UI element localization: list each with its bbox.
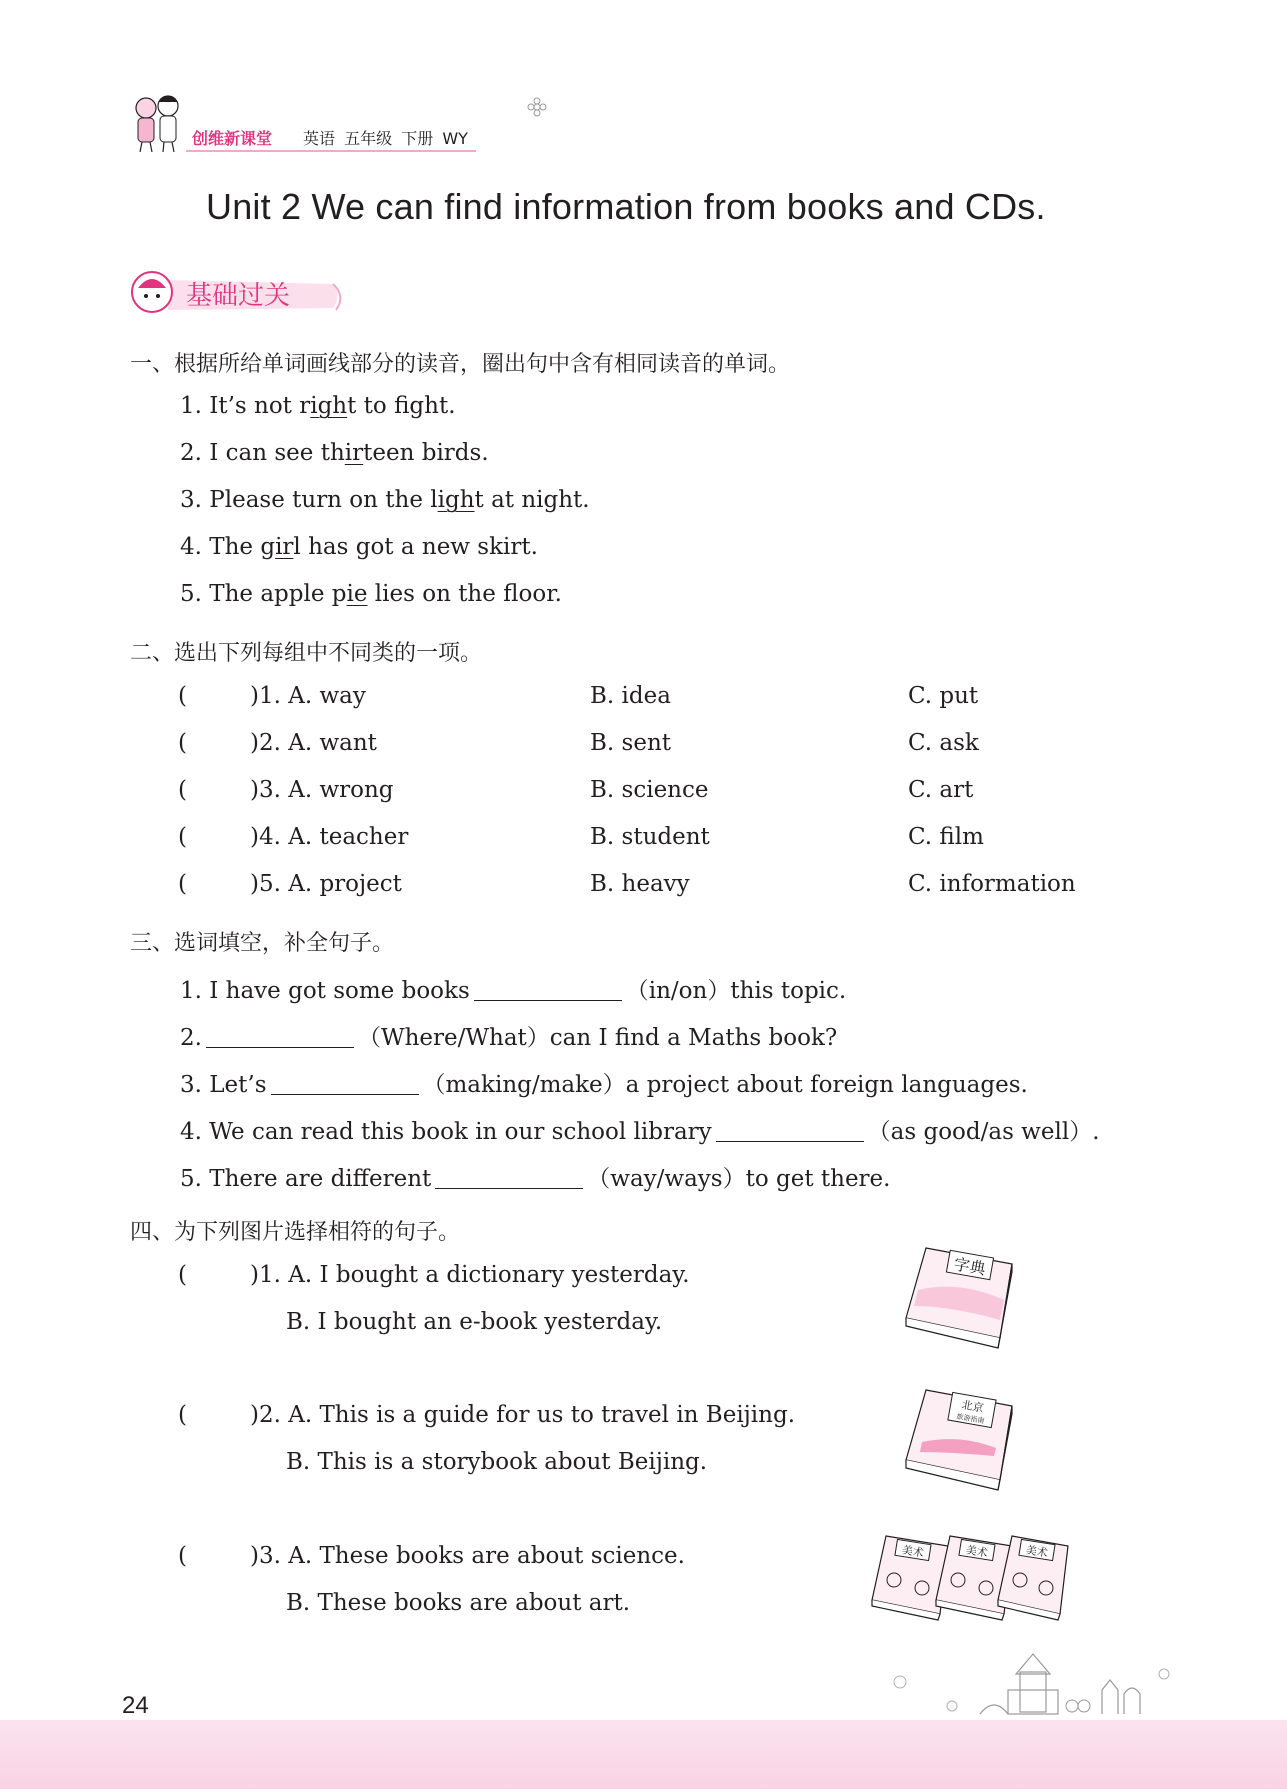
q4-heading: 四、为下列图片选择相符的句子。 xyxy=(130,1220,461,1245)
grade-label: 五年级 xyxy=(344,129,393,148)
footer-band xyxy=(0,1720,1287,1789)
dictionary-book-icon xyxy=(900,1240,1024,1352)
art-books-icon xyxy=(866,1528,1072,1628)
q3-item-2-pre: 2. xyxy=(180,1025,202,1051)
flower-icon xyxy=(526,96,548,118)
option-b: B. student xyxy=(590,824,710,850)
q1-item-2 xyxy=(180,440,489,466)
answer-blank[interactable] xyxy=(435,1166,583,1189)
q1-item-3 xyxy=(180,487,590,513)
section-badge-label: 基础过关 xyxy=(186,281,291,311)
option-a: )4. A. teacher xyxy=(250,824,409,850)
q1-item-3-underline: igh xyxy=(437,487,475,513)
q3-item-4-pre: 4. We can read this book in our school library xyxy=(180,1119,712,1145)
q1-item-4-pre: 4. The g xyxy=(180,534,276,560)
q3-item-3-post: （making/make）a project about foreign languages. xyxy=(422,1072,1028,1098)
q1-item-4-post: l has got a new skirt. xyxy=(293,534,538,560)
q2-row-2 xyxy=(178,730,1178,760)
q1-item-2-pre: 2. I can see th xyxy=(180,440,345,466)
q3-item-2-post: （Where/What）can I find a Maths book? xyxy=(357,1025,838,1051)
answer-paren[interactable]: ( xyxy=(178,730,187,756)
option-b: B. These books are about art. xyxy=(286,1590,631,1616)
option-a: )5. A. project xyxy=(250,871,402,897)
q3-item-5 xyxy=(180,1160,890,1193)
q1-item-5-underline: ie xyxy=(346,581,368,607)
q2-row-5 xyxy=(178,871,1178,901)
art-book-title: 美术 xyxy=(964,1543,989,1560)
option-b: B. science xyxy=(590,777,709,803)
header-rule xyxy=(186,150,476,152)
answer-paren[interactable]: ( xyxy=(178,683,187,709)
q3-item-1 xyxy=(180,972,846,1005)
q1-item-4 xyxy=(180,534,538,560)
book-meta xyxy=(303,126,468,149)
option-b: B. idea xyxy=(590,683,671,709)
option-b: B. I bought an e-book yesterday. xyxy=(286,1309,663,1335)
kids-logo-icon xyxy=(128,88,190,154)
option-a: )2. A. want xyxy=(250,730,377,756)
answer-paren[interactable]: ( xyxy=(178,871,187,897)
q1-item-2-post: teen birds. xyxy=(363,440,489,466)
q1-item-5 xyxy=(180,581,562,607)
q3-heading: 三、选词填空，补全句子。 xyxy=(130,931,395,956)
unit-title: Unit 2 We can find information from books and CDs. xyxy=(206,186,1046,227)
option-b: B. This is a storybook about Beijing. xyxy=(286,1449,708,1475)
page-number: 24 xyxy=(122,1692,149,1719)
guide-title: 北京 xyxy=(960,1398,985,1415)
q2-row-1 xyxy=(178,683,1178,713)
q3-item-1-post: （in/on）this topic. xyxy=(625,978,847,1004)
dictionary-title: 字典 xyxy=(952,1254,988,1279)
edition-label: WY xyxy=(442,129,468,148)
answer-blank[interactable] xyxy=(716,1119,864,1142)
option-c: C. art xyxy=(908,777,974,803)
subject-label: 英语 xyxy=(303,129,336,148)
section-badge xyxy=(128,266,348,318)
q1-item-2-underline: ir xyxy=(344,440,364,466)
option-a: )3. A. These books are about science. xyxy=(250,1543,685,1569)
q1-heading: 一、根据所给单词画线部分的读音，圈出句中含有相同读音的单词。 xyxy=(130,352,791,377)
q1-item-5-pre: 5. The apple p xyxy=(180,581,347,607)
guide-book-icon xyxy=(900,1382,1024,1494)
q3-item-4-post: （as good/as well）. xyxy=(867,1119,1100,1145)
q2-row-3 xyxy=(178,777,1178,807)
option-c: C. put xyxy=(908,683,979,709)
option-b: B. sent xyxy=(590,730,671,756)
q1-item-3-pre: 3. Please turn on the l xyxy=(180,487,438,513)
volume-label: 下册 xyxy=(401,129,434,148)
q1-item-1 xyxy=(180,393,456,419)
art-book-title: 美术 xyxy=(1024,1543,1049,1560)
q3-item-5-pre: 5. There are different xyxy=(180,1166,432,1192)
answer-blank[interactable] xyxy=(271,1072,419,1095)
guide-subtitle: 旅游指南 xyxy=(955,1412,985,1426)
q1-item-3-post: t at night. xyxy=(474,487,590,513)
q3-item-5-post: （way/ways）to get there. xyxy=(587,1166,891,1192)
option-a: )1. A. I bought a dictionary yesterday. xyxy=(250,1262,690,1288)
answer-paren[interactable]: ( xyxy=(178,824,187,850)
q2-row-4 xyxy=(178,824,1178,854)
option-a: )2. A. This is a guide for us to travel in Beijing. xyxy=(250,1402,796,1428)
q1-item-4-underline: ir xyxy=(275,534,294,560)
answer-paren[interactable]: ( xyxy=(178,1402,187,1428)
answer-paren[interactable]: ( xyxy=(178,777,187,803)
answer-blank[interactable] xyxy=(206,1025,354,1048)
q3-item-2 xyxy=(180,1019,837,1052)
answer-blank[interactable] xyxy=(474,978,622,1001)
answer-paren[interactable]: ( xyxy=(178,1262,187,1288)
answer-paren[interactable]: ( xyxy=(178,1543,187,1569)
brand-label: 创维新课堂 xyxy=(192,129,273,148)
q1-item-1-underline: igh xyxy=(310,393,348,419)
q1-item-1-pre: 1. It’s not r xyxy=(180,393,311,419)
option-c: C. film xyxy=(908,824,984,850)
q2-heading: 二、选出下列每组中不同类的一项。 xyxy=(130,641,483,666)
option-b: B. heavy xyxy=(590,871,690,897)
q3-item-3-pre: 3. Let’s xyxy=(180,1072,267,1098)
option-c: C. ask xyxy=(908,730,979,756)
q1-item-1-post: t to fight. xyxy=(347,393,456,419)
q1-item-5-post: lies on the floor. xyxy=(367,581,562,607)
page-header xyxy=(128,88,528,158)
art-book-title: 美术 xyxy=(900,1543,925,1560)
castle-decoration-icon xyxy=(880,1650,1180,1720)
q3-item-1-pre: 1. I have got some books xyxy=(180,978,470,1004)
option-a: )1. A. way xyxy=(250,683,366,709)
q3-item-3 xyxy=(180,1066,1028,1099)
q3-item-4 xyxy=(180,1113,1100,1146)
option-c: C. information xyxy=(908,871,1076,897)
option-a: )3. A. wrong xyxy=(250,777,394,803)
